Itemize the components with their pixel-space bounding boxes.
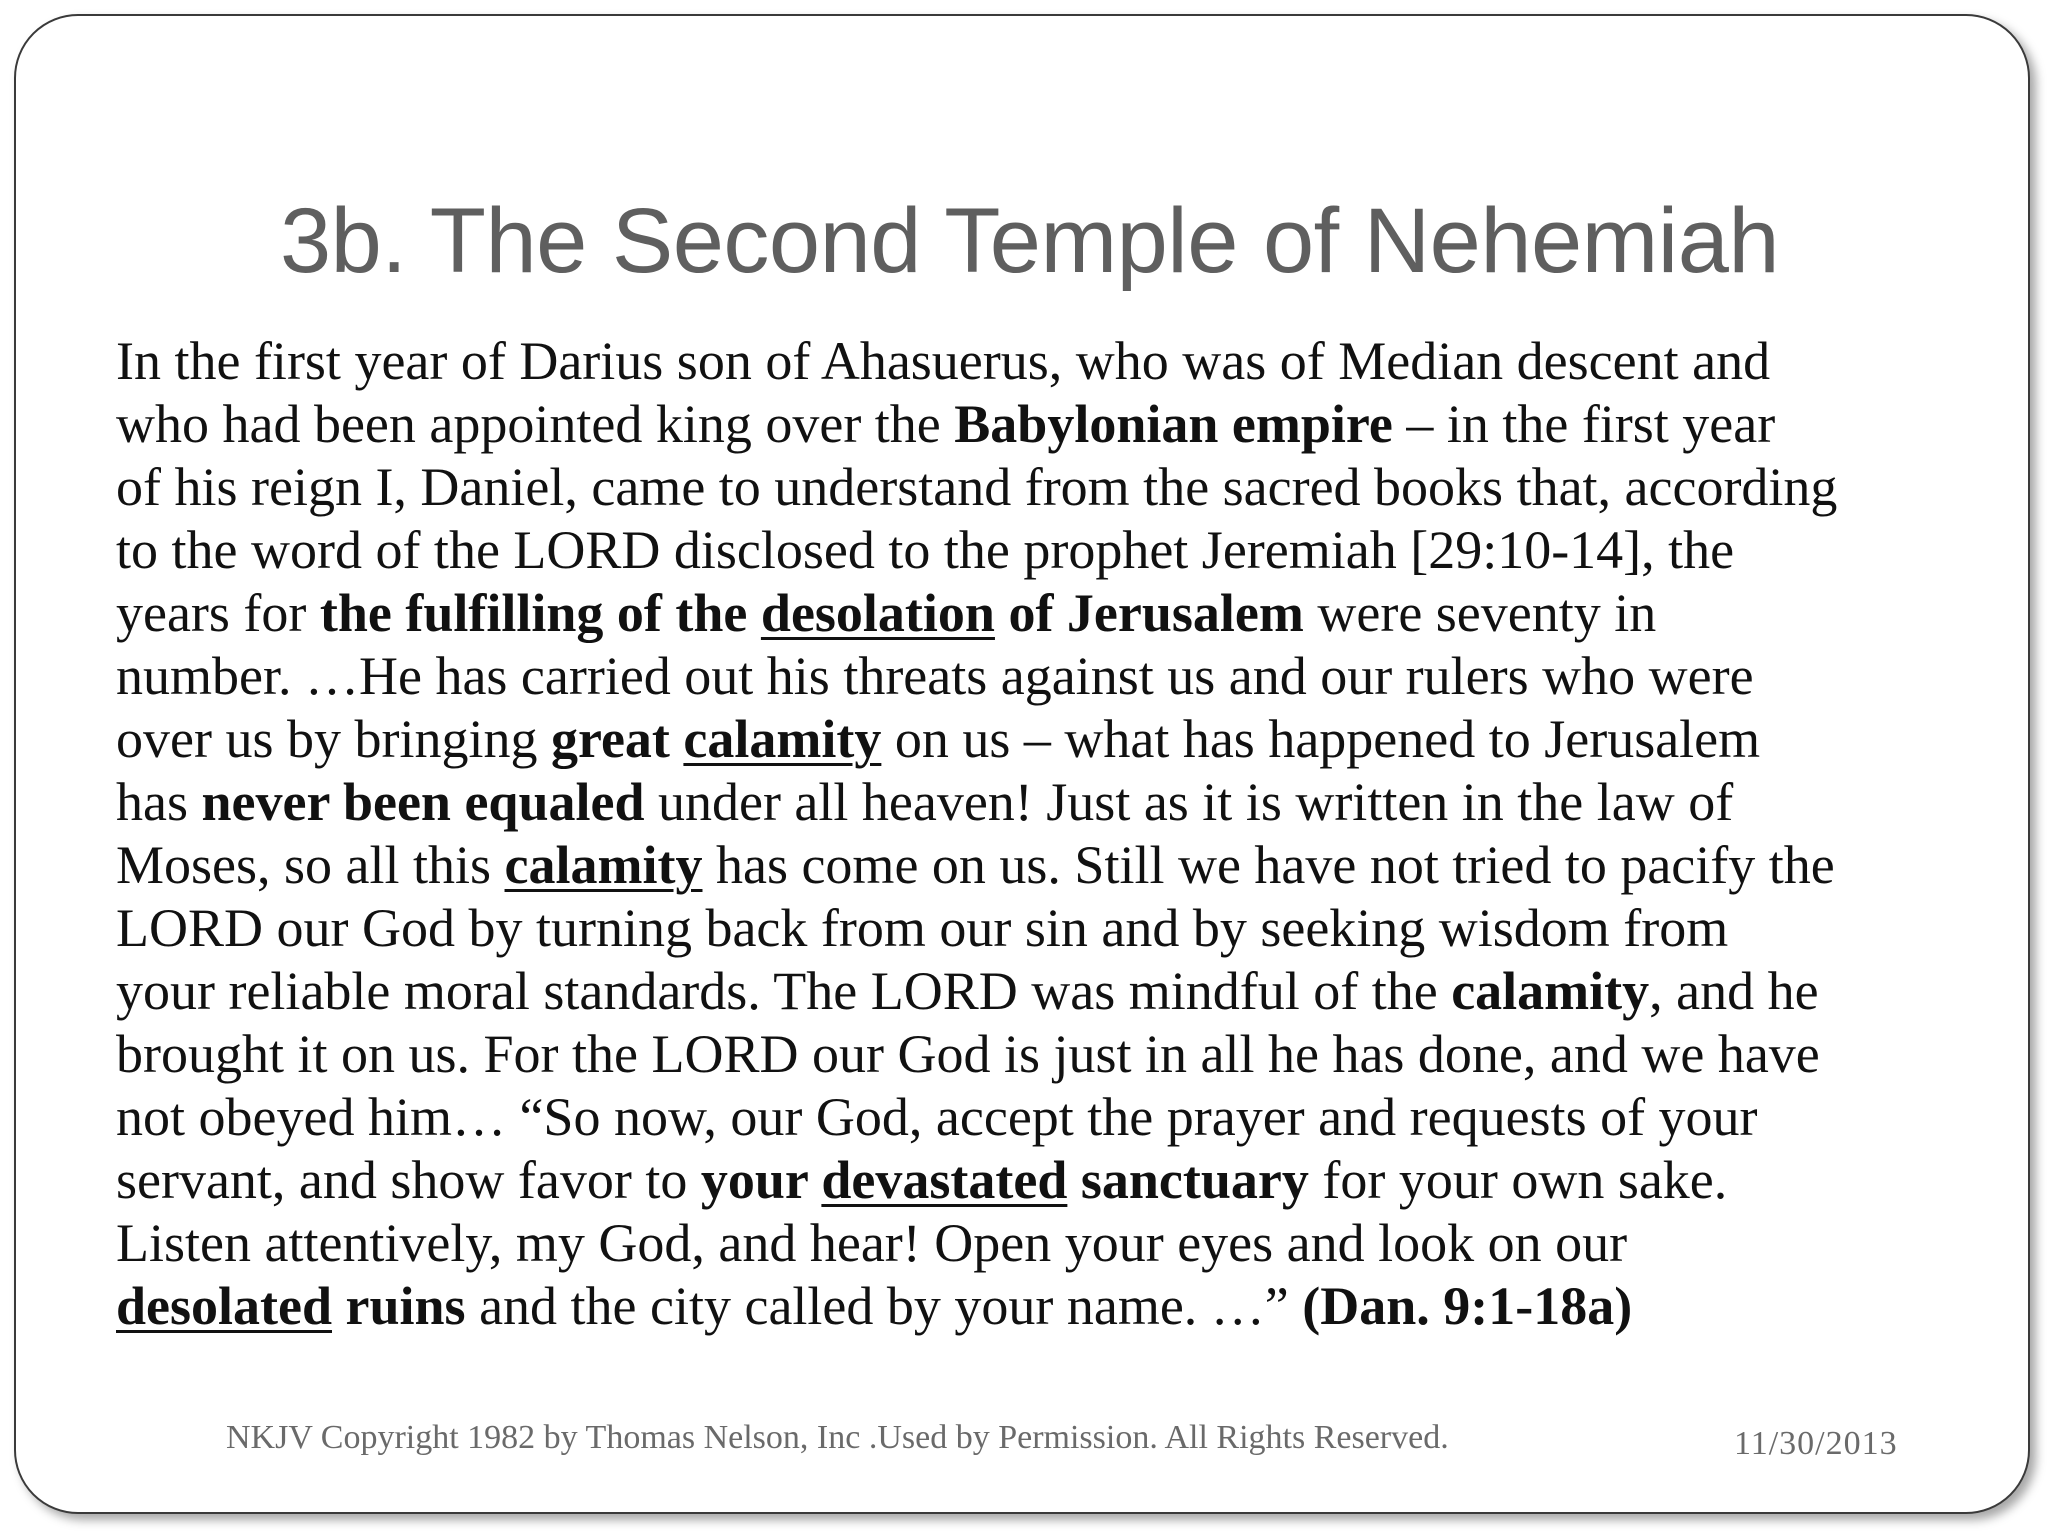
emphasized-text: devastated	[821, 1150, 1068, 1210]
emphasized-text: calamity	[683, 709, 882, 769]
emphasized-text: sanctuary	[1067, 1150, 1309, 1210]
emphasized-text: calamity	[1451, 961, 1650, 1021]
passage-text: number. …He has carried out his threats against us and our rulers who were	[116, 646, 1754, 706]
passage-text: not obeyed him… “So now, our God, accept the prayer and requests of your	[116, 1087, 1758, 1147]
scripture-passage	[116, 330, 2016, 1338]
passage-text: your reliable moral standards. The LORD was mindful of the	[116, 961, 1452, 1021]
passage-text: servant, and show favor to	[116, 1150, 701, 1210]
slide-date: 11/30/2013	[1734, 1425, 1898, 1462]
passage-line	[116, 582, 2016, 645]
passage-text: – in the first year	[1392, 394, 1776, 454]
emphasized-text: Babylonian empire	[954, 394, 1393, 454]
passage-line	[116, 645, 2016, 708]
passage-line	[116, 960, 2016, 1023]
emphasized-text: your	[700, 1150, 822, 1210]
emphasized-text: never been equaled	[201, 772, 645, 832]
passage-text: has	[116, 772, 202, 832]
emphasized-text: the fulfilling of the	[319, 583, 761, 643]
copyright-notice: NKJV Copyright 1982 by Thomas Nelson, Inc .Used by Permission. All Rights Reserved.	[226, 1419, 1449, 1456]
passage-text: over us by bringing	[116, 709, 551, 769]
emphasized-text: calamity	[504, 835, 703, 895]
passage-text: under all heaven! Just as it is written in the law of	[644, 772, 1734, 832]
passage-text: were seventy in	[1303, 583, 1657, 643]
emphasized-text: desolated	[116, 1276, 332, 1336]
passage-line	[116, 1212, 2016, 1275]
passage-text: has come on us. Still we have not tried to pacify the	[702, 835, 1835, 895]
passage-text: LORD our God by turning back from our sin and by seeking wisdom from	[116, 898, 1729, 958]
emphasized-text: (Dan. 9:1-18a)	[1302, 1276, 1633, 1336]
passage-line	[116, 330, 2016, 393]
passage-text: In the first year of Darius son of Ahasuerus, who was of Median descent and	[116, 331, 1771, 391]
emphasized-text: of Jerusalem	[994, 583, 1304, 643]
passage-text: on us – what has happened to Jerusalem	[881, 709, 1761, 769]
passage-text: , and he	[1649, 961, 1819, 1021]
emphasized-text: desolation	[760, 583, 995, 643]
passage-line	[116, 1149, 2016, 1212]
passage-text: who had been appointed king over the	[116, 394, 955, 454]
passage-line	[116, 708, 2016, 771]
passage-line	[116, 1086, 2016, 1149]
passage-line	[116, 834, 2016, 897]
emphasized-text: great	[550, 709, 684, 769]
emphasized-text: ruins	[332, 1276, 466, 1336]
passage-line	[116, 897, 2016, 960]
passage-line	[116, 1023, 2016, 1086]
passage-text: of his reign I, Daniel, came to understand from the sacred books that, according	[116, 457, 1838, 517]
slide-title: 3b. The Second Temple of Nehemiah	[280, 190, 1780, 292]
passage-text: Moses, so all this	[116, 835, 505, 895]
passage-text: for your own sake.	[1308, 1150, 1728, 1210]
passage-line	[116, 456, 2016, 519]
passage-text: brought it on us. For the LORD our God is just in all he has done, and we have	[116, 1024, 1820, 1084]
passage-line	[116, 393, 2016, 456]
passage-text: and the city called by your name. …”	[465, 1276, 1303, 1336]
passage-line	[116, 519, 2016, 582]
passage-text: years for	[116, 583, 320, 643]
passage-text: to the word of the LORD disclosed to the prophet Jeremiah [29:10-14], the	[116, 520, 1735, 580]
passage-line	[116, 1275, 2016, 1338]
passage-text: Listen attentively, my God, and hear! Open your eyes and look on our	[116, 1213, 1628, 1273]
passage-line	[116, 771, 2016, 834]
